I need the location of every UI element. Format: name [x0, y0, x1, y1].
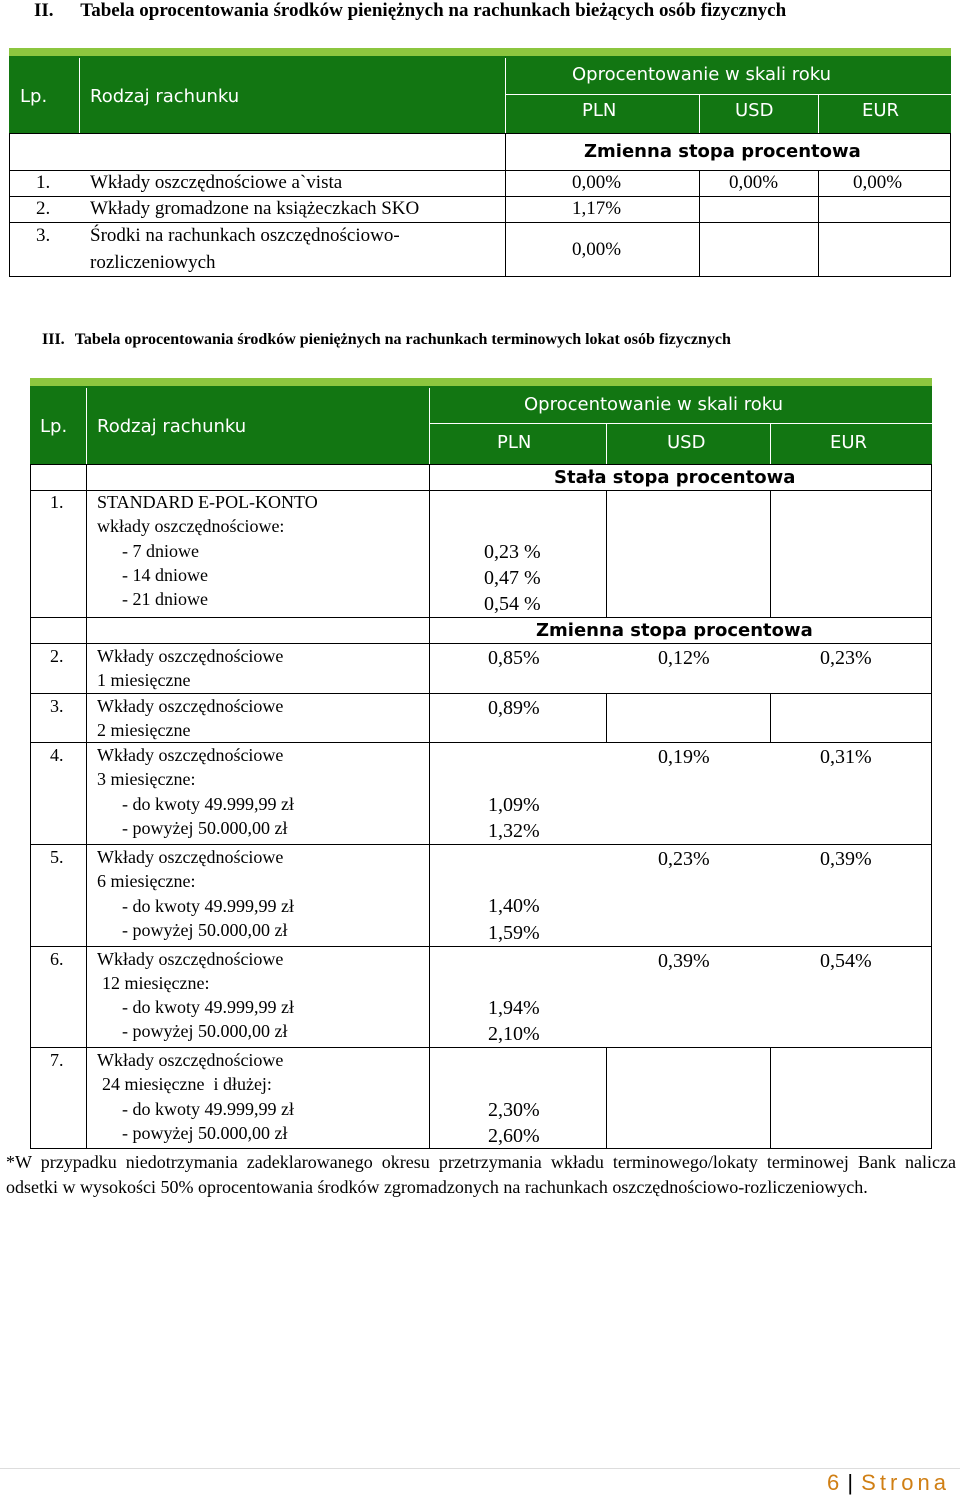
- table-3-row-1-line3: - 7 dniowe: [122, 541, 199, 561]
- table-3-row-7-pln-2: 2,60%: [488, 1125, 540, 1147]
- table-2-row-1-lp: 1.: [36, 172, 51, 193]
- table-3-row-2-line2: 1 miesięczne: [97, 670, 191, 690]
- table-2-row-3-lp: 3.: [36, 225, 51, 246]
- table-3-row-6-pln-2: 2,10%: [488, 1023, 540, 1045]
- section-2-title-text: Tabela oprocentowania środków pieniężnych na rachunkach bieżących osób fizycznych: [80, 0, 787, 21]
- table-3-row-7-line3: - do kwoty 49.999,99 zł: [122, 1099, 294, 1119]
- table-3-row-6-usd: 0,39%: [658, 950, 710, 972]
- table-3-row-3-pln: 0,89%: [488, 697, 540, 719]
- table-2-rate-type: Zmienna stopa procentowa: [584, 141, 861, 162]
- table-3-header-eur: EUR: [830, 432, 868, 453]
- table-3-row-3-line1: Wkłady oszczędnościowe: [97, 696, 284, 716]
- table-3-row-2-lp: 2.: [50, 646, 64, 666]
- page-separator: |: [847, 1470, 855, 1495]
- table-3-row-7-line1: Wkłady oszczędnościowe: [97, 1050, 284, 1070]
- table-3-row-2-eur: 0,23%: [820, 647, 872, 669]
- page-word: Strona: [861, 1470, 950, 1495]
- table-2-header-annual-rate: Oprocentowanie w skali roku: [572, 64, 831, 85]
- table-3-row-6-line1: Wkłady oszczędnościowe: [97, 949, 284, 969]
- section-2-number: II.: [34, 0, 54, 21]
- table-3-header-pln: PLN: [497, 432, 532, 453]
- table-3-header-annual-rate: Oprocentowanie w skali roku: [524, 394, 783, 415]
- table-3-row-5-line4: - powyżej 50.000,00 zł: [122, 920, 288, 940]
- table-3-row-5-eur: 0,39%: [820, 848, 872, 870]
- table-2-row-1-pln: 0,00%: [572, 172, 622, 193]
- table-3-row-5-usd: 0,23%: [658, 848, 710, 870]
- table-2-header-pln: PLN: [582, 100, 617, 121]
- table-3-row-3-line2: 2 miesięczne: [97, 720, 191, 740]
- page-footer: [827, 1470, 950, 1496]
- table-2-row-2-name: Wkłady gromadzone na książeczkach SKO: [90, 198, 420, 219]
- table-3-row-5-line3: - do kwoty 49.999,99 zł: [122, 896, 294, 916]
- table-3-row-1-line4: - 14 dniowe: [122, 565, 208, 585]
- table-2-accent-bar: [9, 48, 951, 56]
- table-2-row-1-name: Wkłady oszczędnościowe a`vista: [90, 172, 343, 193]
- table-3-row-5-pln-2: 1,59%: [488, 922, 540, 944]
- footnote: *W przypadku niedotrzymania zadeklarowanego okresu przetrzymania wkładu terminowego/lokaty terminowej Bank nalicza odsetki w wysokości 50% oprocentowania środków zgromadzonych na rachunkach oszczędnościowo-rozliczeniowych.: [6, 1152, 956, 1197]
- table-3-header-lp: Lp.: [40, 416, 68, 437]
- table-2-row-3-name-line1: Środki na rachunkach oszczędnościowo-: [90, 225, 400, 246]
- table-2-row-3-name-line2: rozliczeniowych: [90, 252, 216, 273]
- section-3-title-text: Tabela oprocentowania środków pieniężnych na rachunkach terminowych lokat osób fizycznych: [74, 331, 731, 348]
- table-3-row-4-line3: - do kwoty 49.999,99 zł: [122, 794, 294, 814]
- table-2-header-eur: EUR: [862, 100, 900, 121]
- table-3-row-2-usd: 0,12%: [658, 647, 710, 669]
- table-3-row-6-pln-1: 1,94%: [488, 997, 540, 1019]
- table-3-row-2-line1: Wkłady oszczędnościowe: [97, 646, 284, 666]
- table-3-row-4-line2: 3 miesięczne:: [97, 769, 196, 789]
- footer-divider: [0, 1468, 960, 1469]
- page-number: 6: [826, 1470, 841, 1495]
- table-3-row-6-line4: - powyżej 50.000,00 zł: [122, 1021, 288, 1041]
- table-3-row-1-rate-14d: 0,47 %: [484, 567, 541, 589]
- table-2-header-usd: USD: [735, 100, 774, 121]
- table-3-row-6-eur: 0,54%: [820, 950, 872, 972]
- table-3-row-7-line2: 24 miesięczne i dłużej:: [102, 1074, 272, 1094]
- table-3-row-6-line3: - do kwoty 49.999,99 zł: [122, 997, 294, 1017]
- table-3-row-1-rate-7d: 0,23 %: [484, 541, 541, 563]
- table-3-row-4-lp: 4.: [50, 745, 64, 765]
- table-3-accent-bar: [30, 378, 932, 386]
- table-3-row-1-rate-21d: 0,54 %: [484, 593, 541, 615]
- table-2-header-lp: Lp.: [20, 86, 48, 107]
- section-3-title: [42, 331, 731, 349]
- table-3-row-4-pln-2: 1,32%: [488, 820, 540, 842]
- table-3-row-6-lp: 6.: [50, 949, 64, 969]
- table-3-row-5-line1: Wkłady oszczędnościowe: [97, 847, 284, 867]
- table-2-row-3-pln: 0,00%: [572, 239, 622, 260]
- table-3-header-account-type: Rodzaj rachunku: [97, 416, 247, 437]
- table-3-row-1-line1: STANDARD E-POL-KONTO: [97, 492, 318, 512]
- table-2-header-account-type: Rodzaj rachunku: [90, 86, 240, 107]
- table-3-row-5-lp: 5.: [50, 847, 64, 867]
- table-3-row-6-line2: 12 miesięczne:: [102, 973, 210, 993]
- section-3-number: III.: [42, 331, 65, 348]
- table-3-header-usd: USD: [667, 432, 706, 453]
- table-2-row-2-lp: 2.: [36, 198, 51, 219]
- table-3-row-3-lp: 3.: [50, 696, 64, 716]
- table-3-row-1-lp: 1.: [50, 492, 64, 512]
- table-2-row-2-pln: 1,17%: [572, 198, 622, 219]
- table-3-row-1-line5: - 21 dniowe: [122, 589, 208, 609]
- table-3-variable-rate-label: Zmienna stopa procentowa: [536, 620, 813, 641]
- table-2-row-1-usd: 0,00%: [729, 172, 779, 193]
- table-3-row-2-pln: 0,85%: [488, 647, 540, 669]
- table-3-row-4-usd: 0,19%: [658, 746, 710, 768]
- table-3-row-4-line4: - powyżej 50.000,00 zł: [122, 818, 288, 838]
- table-3-row-5-line2: 6 miesięczne:: [97, 871, 196, 891]
- table-3-row-1-line2: wkłady oszczędnościowe:: [97, 516, 285, 536]
- table-3-row-4-line1: Wkłady oszczędnościowe: [97, 745, 284, 765]
- table-3-row-7-pln-1: 2,30%: [488, 1099, 540, 1121]
- table-3-row-5-pln-1: 1,40%: [488, 895, 540, 917]
- table-3-row-7-line4: - powyżej 50.000,00 zł: [122, 1123, 288, 1143]
- table-3-row-7-lp: 7.: [50, 1050, 64, 1070]
- table-2-row-1-eur: 0,00%: [853, 172, 903, 193]
- table-3-fixed-rate-label: Stała stopa procentowa: [554, 467, 796, 488]
- section-2-title: [34, 0, 786, 22]
- table-3-row-4-pln-1: 1,09%: [488, 794, 540, 816]
- table-3-row-4-eur: 0,31%: [820, 746, 872, 768]
